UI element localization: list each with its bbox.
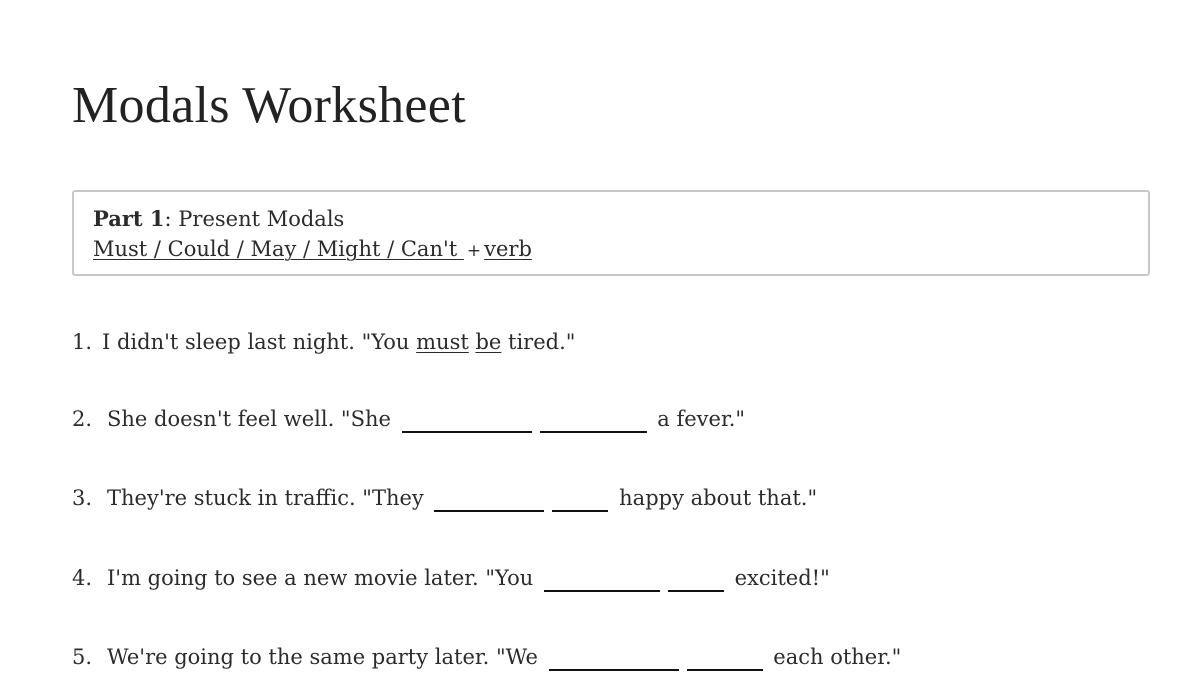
- question-4: [72, 563, 830, 593]
- modal-list: Must / Could / May / Might / Can't: [93, 237, 464, 261]
- question-2: [72, 404, 745, 434]
- modal-blank[interactable]: [549, 649, 679, 671]
- plus-sign: +: [466, 241, 482, 261]
- verb-blank[interactable]: [552, 490, 608, 512]
- question-5: [72, 642, 901, 672]
- modal-blank[interactable]: [434, 490, 544, 512]
- question-number: 4.: [72, 566, 93, 590]
- example-answer-modal: must: [416, 330, 469, 354]
- example-answer-verb: be: [475, 330, 502, 354]
- part-label: Part 1: [93, 206, 165, 231]
- question-text: I didn't sleep last night. "You: [102, 330, 417, 354]
- part-heading: [93, 204, 1148, 234]
- question-number: 3.: [72, 486, 93, 510]
- question-1: [72, 327, 575, 357]
- verb-label: verb: [484, 237, 532, 261]
- question-number: 5.: [72, 645, 93, 669]
- question-text-end: excited!": [727, 566, 830, 590]
- modal-blank[interactable]: [544, 570, 660, 592]
- question-text: I'm going to see a new movie later. "You: [107, 566, 540, 590]
- question-text-end: a fever.": [650, 407, 746, 431]
- question-text-end: each other.": [766, 645, 902, 669]
- modal-blank[interactable]: [402, 411, 532, 433]
- part-title: : Present Modals: [164, 207, 345, 231]
- question-3: [72, 483, 817, 513]
- part-1-instructions-box: [72, 190, 1150, 276]
- question-text: They're stuck in traffic. "They: [107, 486, 431, 510]
- question-text-end: happy about that.": [612, 486, 818, 510]
- question-text: She doesn't feel well. "She: [107, 407, 398, 431]
- verb-blank[interactable]: [687, 649, 763, 671]
- verb-blank[interactable]: [668, 570, 724, 592]
- question-number: 1.: [72, 330, 93, 354]
- question-number: 2.: [72, 407, 93, 431]
- worksheet-title: Modals Worksheet: [72, 77, 466, 134]
- question-text: We're going to the same party later. "We: [107, 645, 545, 669]
- modal-formula: [93, 234, 1148, 266]
- verb-blank[interactable]: [540, 411, 647, 433]
- question-text-end: tired.": [501, 330, 576, 354]
